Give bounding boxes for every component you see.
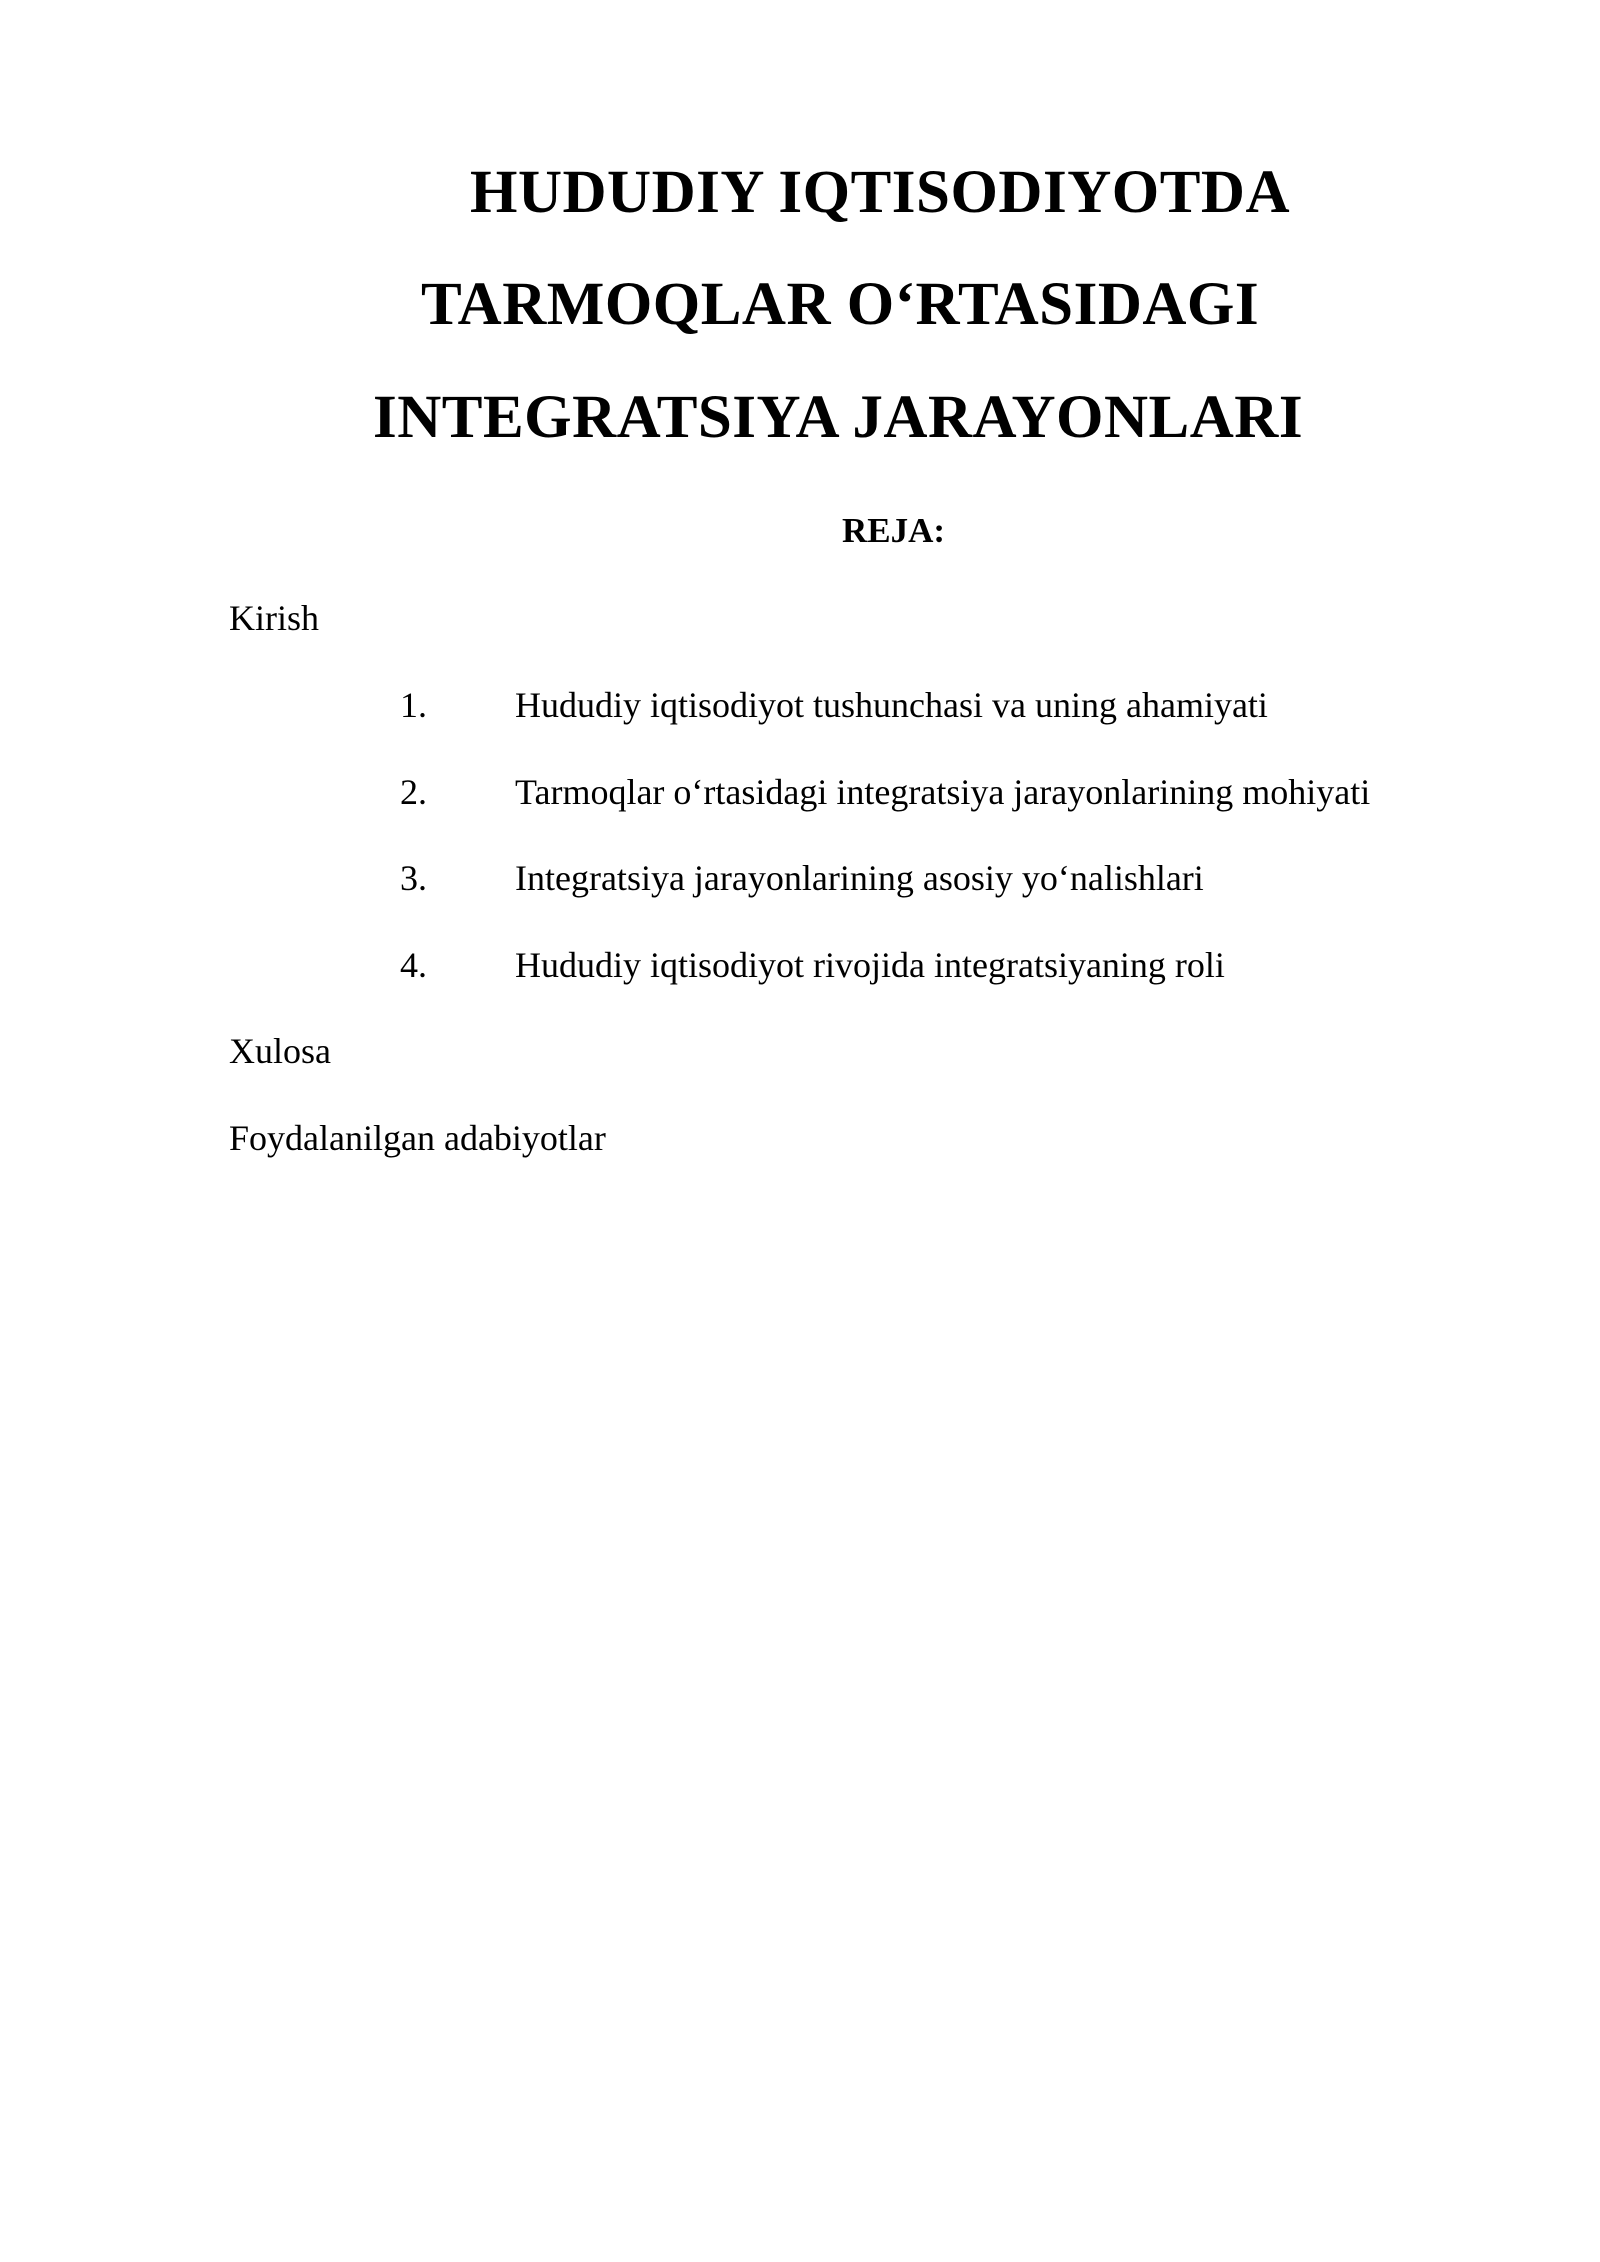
title-line-3: INTEGRATSIYA JARAYONLARI xyxy=(373,384,1304,451)
plan-item-text: Hududiy iqtisodiyot rivojida integratsiyaning roli xyxy=(515,945,1225,985)
plan-item-text: Hududiy iqtisodiyot tushunchasi va uning ahamiyati xyxy=(515,685,1268,725)
plan-item-number: 2. xyxy=(400,772,427,812)
plan-item-number: 4. xyxy=(400,945,427,985)
plan-references: Foydalanilgan adabiyotlar xyxy=(229,1118,606,1158)
plan-item-text: Tarmoqlar o‘rtasidagi integratsiya jarayonlarining mohiyati xyxy=(515,772,1371,812)
plan-conclusion: Xulosa xyxy=(229,1031,331,1071)
title-line-1: HUDUDIY IQTISODIYOTDA xyxy=(470,159,1291,226)
plan-item-number: 3. xyxy=(400,858,427,898)
plan-item-number: 1. xyxy=(400,685,427,725)
plan-heading: REJA: xyxy=(842,511,946,550)
plan-intro: Kirish xyxy=(229,598,319,638)
title-line-2: TARMOQLAR O‘RTASIDAGI xyxy=(421,271,1260,338)
plan-item-text: Integratsiya jarayonlarining asosiy yo‘nalishlari xyxy=(515,858,1204,898)
